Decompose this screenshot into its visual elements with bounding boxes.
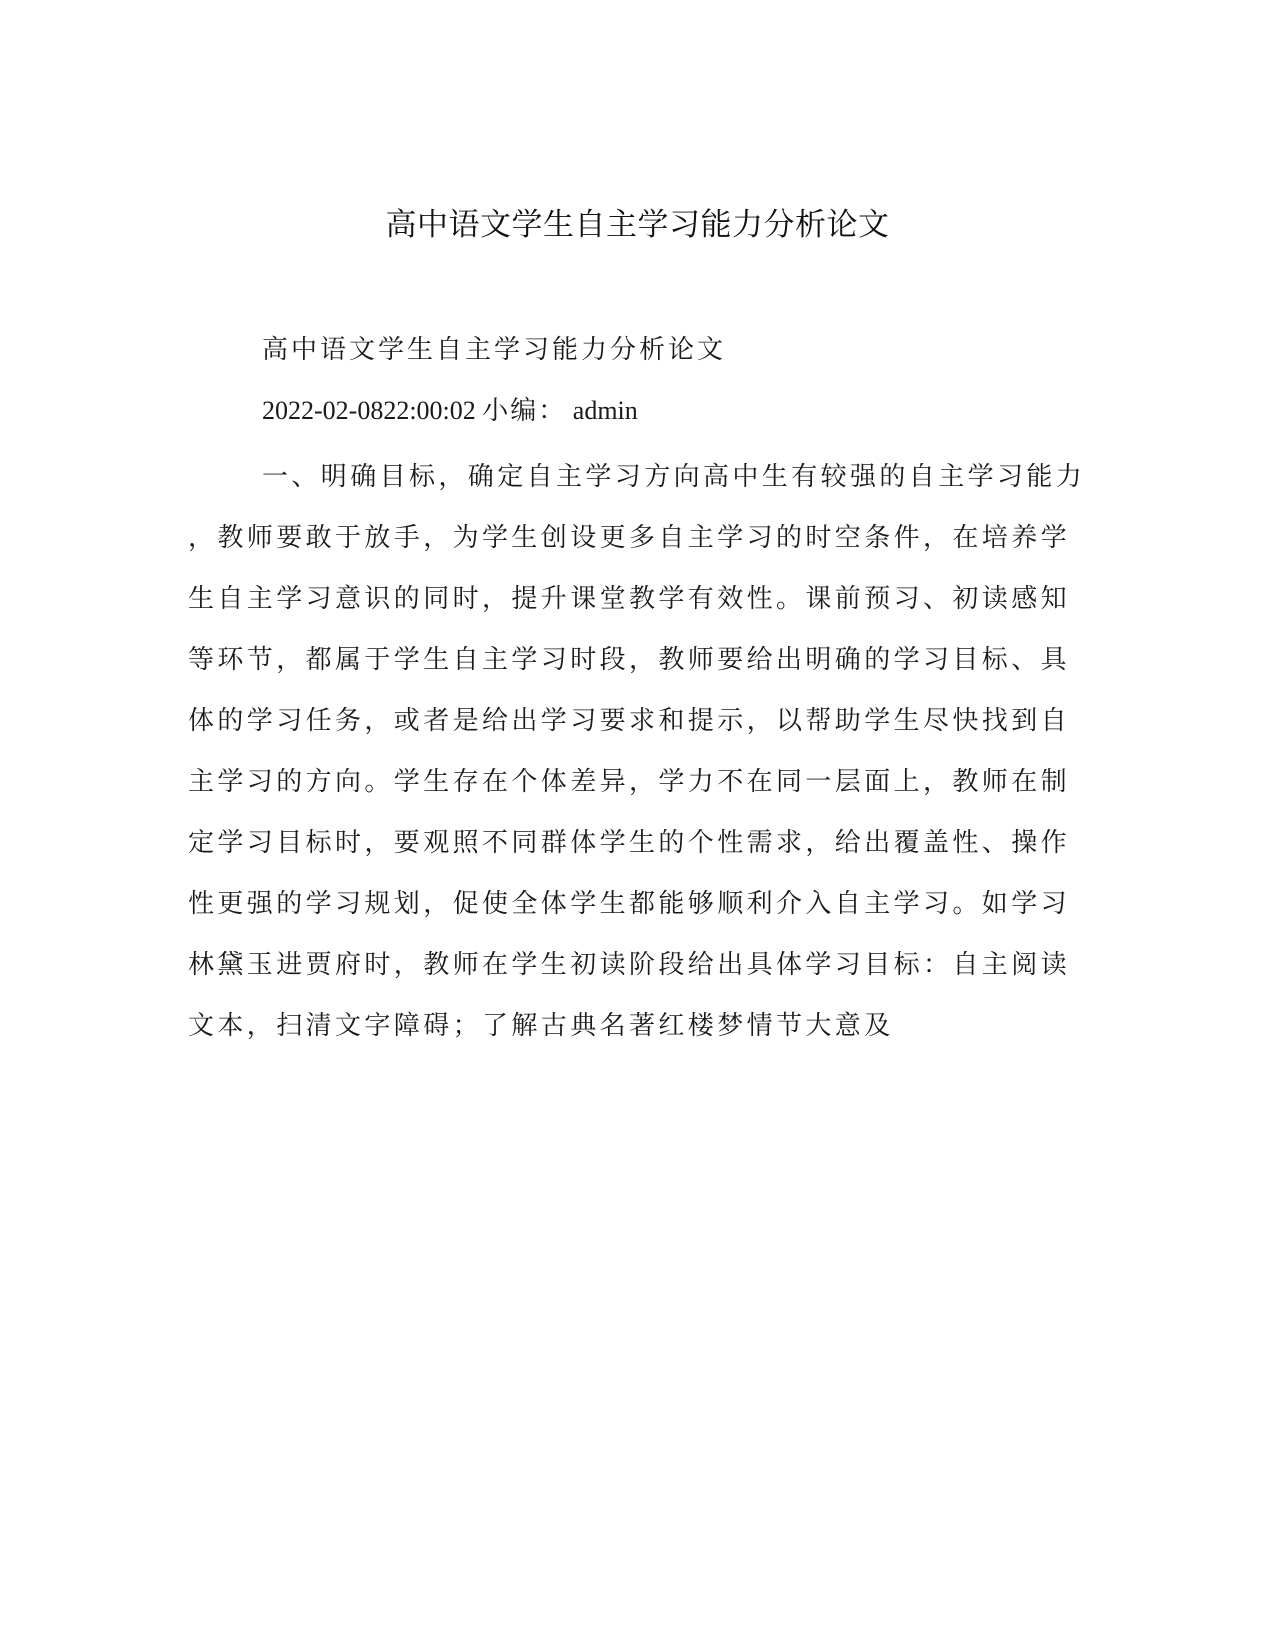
body-line: 文本，扫清文字障碍；了解古典名著红楼梦情节大意及: [188, 1011, 894, 1041]
body-line: 一、明确目标，确定自主学习方向高中生有较强的自主学习能力: [262, 462, 1086, 492]
article-heading: 高中语文学生自主学习能力分析论文: [262, 335, 727, 365]
body-line: 林黛玉进贾府时，教师在学生初读阶段给出具体学习目标：自主阅读: [188, 950, 1071, 980]
body-line: 生自主学习意识的同时，提升课堂教学有效性。课前预习、初读感知: [188, 584, 1071, 614]
article-body: [188, 447, 1086, 1057]
body-line: 体的学习任务，或者是给出学习要求和提示，以帮助学生尽快找到自: [188, 706, 1071, 736]
body-line: 主学习的方向。学生存在个体差异，学力不在同一层面上，教师在制: [188, 767, 1071, 797]
body-line: 性更强的学习规划，促使全体学生都能够顺利介入自主学习。如学习: [188, 889, 1071, 919]
body-line: 定学习目标时，要观照不同群体学生的个性需求，给出覆盖性、操作: [188, 828, 1071, 858]
article-meta: [262, 393, 638, 429]
body-line: ，教师要敢于放手，为学生创设更多自主学习的时空条件，在培养学: [188, 523, 1071, 553]
document-title: 高中语文学生自主学习能力分析论文: [385, 207, 890, 243]
publish-datetime: 2022-02-0822:00:02: [262, 396, 476, 425]
body-line: 等环节，都属于学生自主学习时段，教师要给出明确的学习目标、具: [188, 645, 1071, 675]
author-label: 小编：: [482, 396, 567, 426]
author-name: admin: [572, 396, 638, 425]
